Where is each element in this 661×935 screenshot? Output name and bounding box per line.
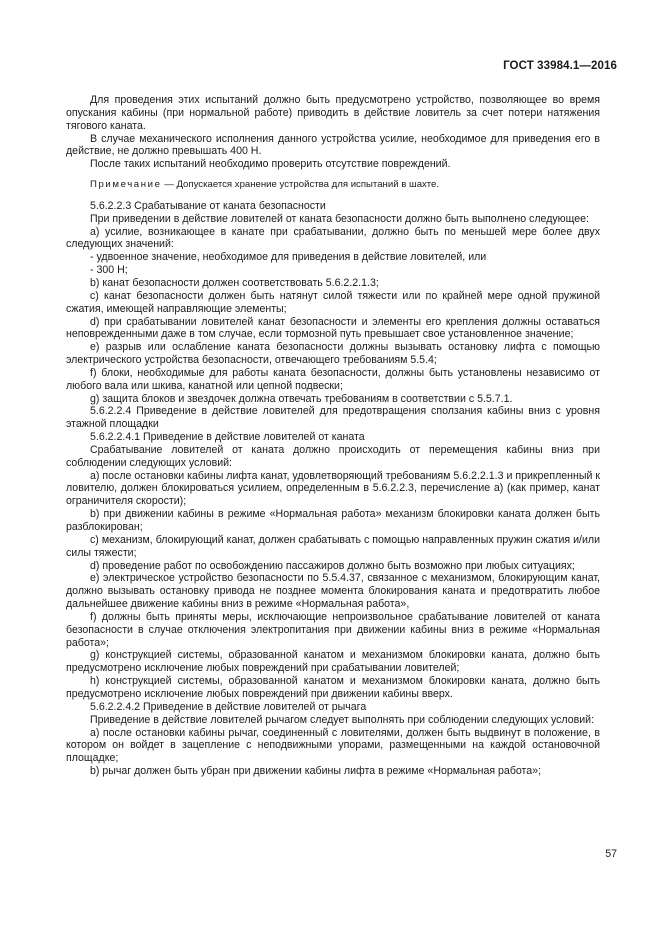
list-item: b) при движении кабины в режиме «Нормальная работа» механизм блокировки каната должен быть разблокирован;	[66, 508, 600, 533]
list-item: h) конструкцией системы, образованной канатом и механизмом блокировки каната, должно быть предусмотрено исключение любых повреждений при движении кабины вверх.	[66, 675, 600, 700]
list-item: g) защита блоков и звездочек должна отвечать требованиям в соответствии с 5.5.7.1.	[90, 392, 513, 405]
list-item: а) усилие, возникающее в канате при срабатывании, должно быть по меньшей мере более двух следующих значений:	[66, 225, 600, 251]
paragraph: При приведении в действие ловителей от каната безопасности должно быть выполнено следующее:	[90, 212, 589, 225]
paragraph: Для проведения этих испытаний должно быть предусмотрено устройство, позволяющее во время опускания кабины (при нормальной работе) приводить в действие ловитель за счет потери натяжения тягового каната.	[66, 94, 600, 132]
list-item: f) блоки, необходимые для работы каната безопасности, должны быть установлены независимо от любого вала или шкива, канатной или цепной подвески;	[66, 366, 600, 392]
standard-code-header: ГОСТ 33984.1—2016	[503, 60, 617, 72]
list-item: e) электрическое устройство безопасности по 5.5.4.37, связанное с механизмом, блокирующим канат, должно вызывать остановку привода не позднее момента блокирования каната и предотвратить любое дальнейшее движение кабины вниз в режиме «Нормальная работа»,	[66, 572, 600, 611]
list-item: - удвоенное значение, необходимое для приведения в действие ловителей, или	[90, 251, 487, 264]
note-text: — Допускается хранение устройства для испытаний в шахте.	[161, 179, 440, 191]
list-item: f) должны быть приняты меры, исключающие непроизвольное срабатывание ловителей от каната безопасности в случае отключения электропитания при движении кабины вниз в режиме «Нормальная работа»;	[66, 610, 600, 649]
list-item: c) канат безопасности должен быть натянут силой тяжести или по крайней мере одной пружиной сжатия, имеющей направляющие элементы;	[66, 289, 600, 315]
list-item: - 300 Н;	[90, 264, 128, 277]
list-item: d) проведение работ по освобождению пассажиров должно быть возможно при любых ситуациях;	[90, 559, 575, 572]
list-item: e) разрыв или ослабление каната безопасности должны вызывать остановку лифта с помощью электрического устройства безопасности, отвечающего требованиям 5.5.4;	[66, 341, 600, 367]
note-label: Примечание	[90, 179, 162, 191]
list-item: g) конструкцией системы, образованной канатом и механизмом блокировки каната, должно быть предусмотрено исключение любых повреждений при срабатывании ловителей;	[66, 649, 600, 675]
list-item: а) после остановки кабины рычаг, соединенный с ловителями, должен быть выдвинут в положение, в котором он войдет в зацепление с неподвижными упорами, размещенными на каждой остановочной площадке;	[66, 726, 600, 765]
document-body	[66, 94, 600, 778]
list-item: b) канат безопасности должен соответствовать 5.6.2.2.1.3;	[90, 276, 379, 289]
section-heading: 5.6.2.2.4.1 Приведение в действие ловителей от каната	[90, 431, 365, 444]
note	[66, 179, 600, 192]
section-heading: 5.6.2.2.4.2 Приведение в действие ловителей от рычага	[90, 700, 367, 713]
list-item: c) механизм, блокирующий канат, должен срабатывать с помощью направленных пружин сжатия и/или силы тяжести;	[66, 533, 600, 559]
section-heading: 5.6.2.2.4 Приведение в действие ловителей для предотвращения сползания кабины вниз с уровня этажной площадки	[66, 405, 600, 431]
paragraph: Приведение в действие ловителей рычагом следует выполнять при соблюдении следующих условий:	[90, 713, 595, 726]
paragraph: После таких испытаний необходимо проверить отсутствие повреждений.	[90, 158, 451, 171]
section-heading: 5.6.2.2.3 Срабатывание от каната безопасности	[90, 199, 326, 212]
list-item: b) рычаг должен быть убран при движении кабины лифта в режиме «Нормальная работа»;	[90, 765, 542, 778]
paragraph: В случае механического исполнения данного устройства усилие, необходимое для приведения его в действие, не должно превышать 400 Н.	[66, 132, 600, 158]
page-number: 57	[605, 848, 617, 860]
paragraph: Срабатывание ловителей от каната должно происходить от перемещения кабины вниз при соблюдении следующих условий:	[66, 443, 600, 469]
list-item: a) после остановки кабины лифта канат, удовлетворяющий требованиям 5.6.2.2.1.3 и прикрепленный к ловителю, должен блокироваться усилием, определенным в 5.6.2.2.3, перечисление а) (как пример, канат ограничителя скорости);	[66, 469, 600, 508]
list-item: d) при срабатывании ловителей канат безопасности и элементы его крепления должны оставаться неповрежденными даже в том случае, если тормозной путь превышает свое установленное значение;	[66, 315, 600, 341]
